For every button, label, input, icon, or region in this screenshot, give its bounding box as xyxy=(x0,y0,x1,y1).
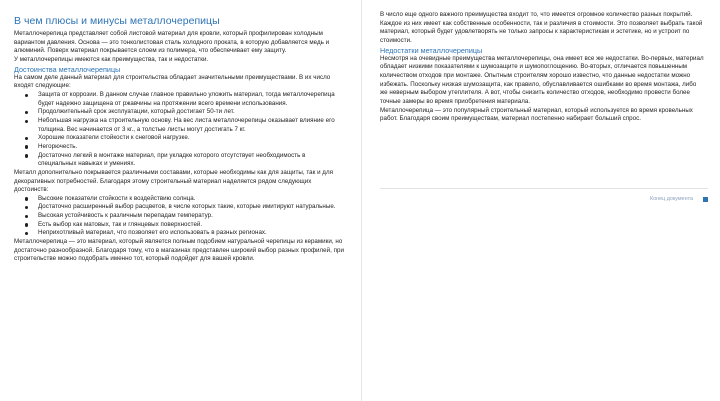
end-of-document-label: Конец документа xyxy=(650,196,693,202)
list-item: Высокие показатели стойкости к воздействию солнца. xyxy=(38,195,344,204)
document-title: В чем плюсы и минусы металлочерепицы xyxy=(14,15,220,27)
list-item: Неприхотливый материал, что позволяет его использовать в разных регионах. xyxy=(38,229,344,238)
intro-summary-paragraph: У металлочерепицы имеются как преимущества, так и недостатки. xyxy=(14,55,209,63)
end-of-document-rule xyxy=(380,188,708,189)
list-item: Хорошие показатели стойкости к снеговой нагрузке. xyxy=(38,134,344,143)
right-page-content xyxy=(380,11,705,124)
closing-paragraph: Металлочерепица — это материал, который является полным подобием натуральной черепицы из керамики, но достаточно разнообразной. Благодаря тому, что в магазинах представлен широкий выбор разных профилей, при строительстве можно подобрать именно тот, который подойдет для вашей кровли. xyxy=(14,238,344,263)
list-item: Защита от коррозии. В данном случае главное правильно уложить материал, тогда металлочерепица будет надежно защищена от ржавчины на протяжении всего времени использования. xyxy=(38,91,344,108)
disadvantages-paragraph: Несмотря на очевидные преимущества металлочерепицы, она имеет все же недостатки. Во-первых, материал обладает низкими показателями к шумозащите и шумопоглощению. Во-вторых, отличается повышенным количеством отходов при монтаже. Опытным строителям хорошо известно, что данные недостатки можно избежать. Поскольку низкая шумозащита, как правило, обуславливается ошибками во время монтажа, либо же неверным выбором утеплителя. А вот, чтобы снизить количество отходов, необходимо провести более точные замеры во время приобретения материала. xyxy=(380,54,704,105)
list-item: Достаточно расширенный выбор расцветов, в числе которых такие, которые имитируют натуральные. xyxy=(38,203,344,212)
intro-paragraph: Металлочерепица представляет собой листовой материал для кровли, который профилирован холодным вариантом давления. Основа — это тонколистовая сталь холодного проката, в которую добавляется медь и алюминий. Поверх материал покрывается слоем из полимера, что обеспечивает ему защиту. xyxy=(14,30,330,55)
end-marker-icon xyxy=(703,197,708,202)
list-item: Высокая устойчивость к различным перепадам температур. xyxy=(38,212,344,221)
advantages-heading: Достоинства металлочерепицы xyxy=(14,64,121,74)
advantages-intro: На самом деле данный материал для строительства обладает значительными преимуществами. В их число входят следующие: xyxy=(14,73,331,90)
left-page-content xyxy=(14,15,344,264)
list-item: Продолжительный срок эксплуатации, который достигает 50-ти лет. xyxy=(38,108,344,117)
list-item: Небольшая нагрузка на строительную основу. На вес листа металлочерепицы оказывает влияние его толщина. Вес начинается от 3 кг., а толстые листы могут достигать 7 кг. xyxy=(38,117,344,134)
disadvantages-heading: Недостатки металлочерепицы xyxy=(380,45,483,55)
summary-paragraph: Металлочерепица — это популярный строительный материал, который используется во время кровельных работ. Благодаря своим преимуществам, материал постепенно набирает больший спрос. xyxy=(380,106,693,123)
advantages-list xyxy=(14,91,344,169)
list-item: Достаточно легкий в монтаже материал, при укладке которого отсутствует необходимость в специальных навыках и умениях. xyxy=(38,152,344,169)
list-item: Негорючесть. xyxy=(38,143,344,152)
list-item: Есть выбор как матовых, так и глянцевых поверхностей. xyxy=(38,221,344,230)
coating-paragraph: Металл дополнительно покрывается различными составами, которые необходимы как для защиты, так и для декоративных потребностей. Благодаря этому строительный материал наделяется рядом следующих достоинств: xyxy=(14,168,333,194)
coatings-variety-paragraph: В число еще одного важного преимущества входит то, что имеется огромное количество разных покрытий. Каждое из них имеет как собственные особенности, так и различия в стоимости. Это позволяет выбрать такой материал, который будет удовлетворять не только запросы к характеристикам и эстетике, но и устроит по стоимости. xyxy=(380,11,703,44)
coating-benefits-list xyxy=(14,195,344,238)
